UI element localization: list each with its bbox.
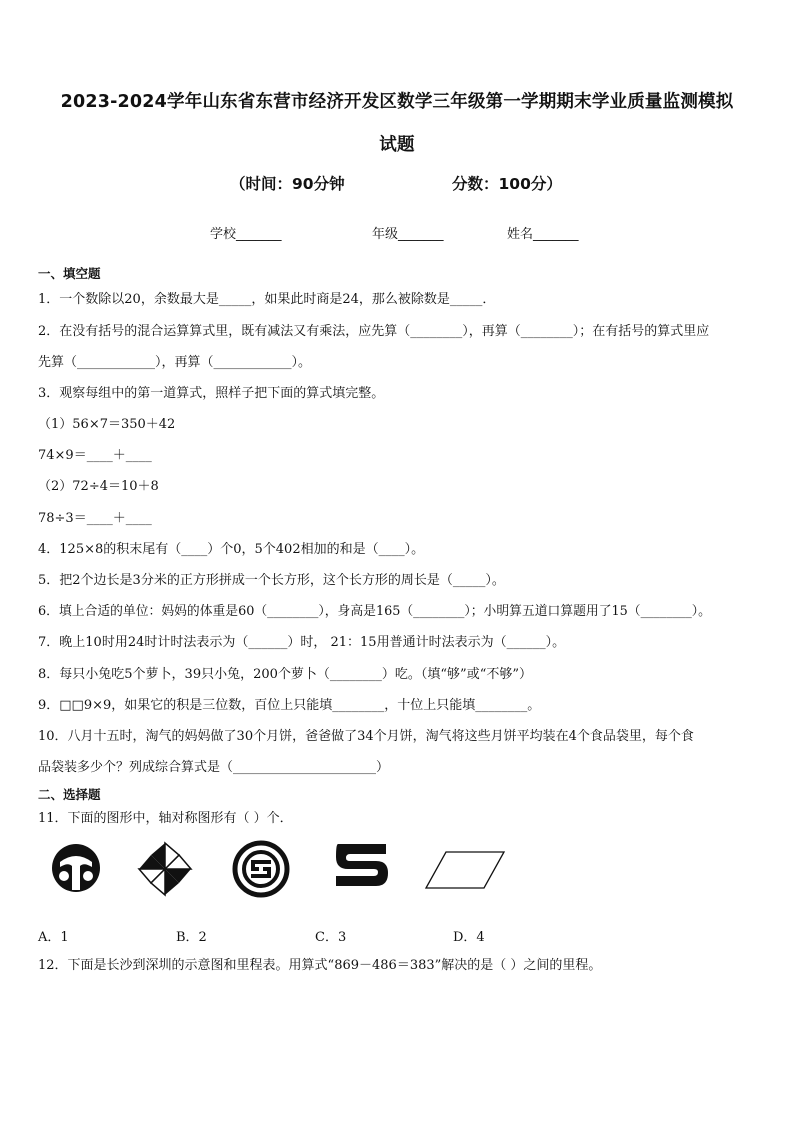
choice-c[interactable]: C．3 bbox=[315, 930, 347, 945]
choice-a[interactable]: A．1 bbox=[38, 930, 69, 945]
section-choice-heading: 二、选择题 bbox=[38, 787, 101, 802]
question-2-line1: 2．在没有括号的混合运算算式里，既有减法又有乘法，应先算（________），再算（________）；在有括号的算式里应 bbox=[38, 324, 710, 339]
parallelogram-figure bbox=[424, 850, 506, 890]
question-3: 3．观察每组中的第一道算式，照样子把下面的算式填完整。 bbox=[38, 386, 385, 401]
choice-d[interactable]: D．4 bbox=[453, 930, 485, 945]
exam-time: （时间：90分钟 bbox=[230, 175, 345, 193]
pinwheel-figure bbox=[136, 840, 194, 898]
anchor-logo-figure bbox=[50, 840, 102, 896]
question-4: 4．125×8的积末尾有（____）个0，5个402相加的和是（____）。 bbox=[38, 542, 425, 557]
question-3-blank-1: 74×9＝____＋____ bbox=[38, 448, 152, 463]
round-bank-logo-figure bbox=[232, 840, 290, 898]
exam-score: 分数：100分） bbox=[452, 175, 562, 193]
section-fill-heading: 一、填空题 bbox=[38, 266, 101, 281]
name-field: 姓名_______ bbox=[507, 227, 579, 242]
question-6: 6．填上合适的单位：妈妈的体重是60（________），身高是165（________）；小明算五道口算题用了15（________）。 bbox=[38, 604, 711, 619]
question-11-figures bbox=[40, 840, 520, 920]
question-12: 12．下面是长沙到深圳的示意图和里程表。用算式“869－486＝383”解决的是（ ）之间的里程。 bbox=[38, 958, 602, 973]
grade-field: 年级_______ bbox=[372, 227, 444, 242]
question-9: 9．□□9×9，如果它的积是三位数，百位上只能填________，十位上只能填________。 bbox=[38, 698, 541, 713]
question-3-blank-2: 78÷3＝____＋____ bbox=[38, 511, 152, 526]
question-2-line2: 先算（____________），再算（____________）。 bbox=[38, 355, 312, 370]
exam-title-line2: 试题 bbox=[379, 135, 415, 155]
question-1: 1．一个数除以20，余数最大是_____，如果此时商是24，那么被除数是_____． bbox=[38, 292, 496, 307]
s-shape-logo-figure bbox=[332, 840, 392, 890]
question-7: 7．晚上10时用24时计时法表示为（______）时， 21：15用普通计时法表示为（______）。 bbox=[38, 635, 566, 650]
question-10-line2: 品袋装多少个？列成综合算式是（______________________） bbox=[38, 760, 390, 775]
school-field: 学校_______ bbox=[210, 227, 282, 242]
question-10-line1: 10．八月十五时，淘气的妈妈做了30个月饼，爸爸做了34个月饼，淘气将这些月饼平均装在4个食品袋里，每个食 bbox=[38, 729, 694, 744]
choice-b[interactable]: B．2 bbox=[176, 930, 207, 945]
question-11: 11．下面的图形中，轴对称图形有（ ）个． bbox=[38, 811, 293, 826]
question-3-example-2: （2）72÷4＝10＋8 bbox=[38, 479, 159, 494]
question-3-example-1: （1）56×7＝350＋42 bbox=[38, 417, 176, 432]
exam-title-line1: 2023-2024学年山东省东营市经济开发区数学三年级第一学期期末学业质量监测模拟 bbox=[60, 92, 734, 112]
question-5: 5．把2个边长是3分米的正方形拼成一个长方形，这个长方形的周长是（_____）。 bbox=[38, 573, 505, 588]
question-8: 8．每只小兔吃5个萝卜，39只小兔，200个萝卜（________）吃。（填“够”或“不够”） bbox=[38, 667, 532, 682]
